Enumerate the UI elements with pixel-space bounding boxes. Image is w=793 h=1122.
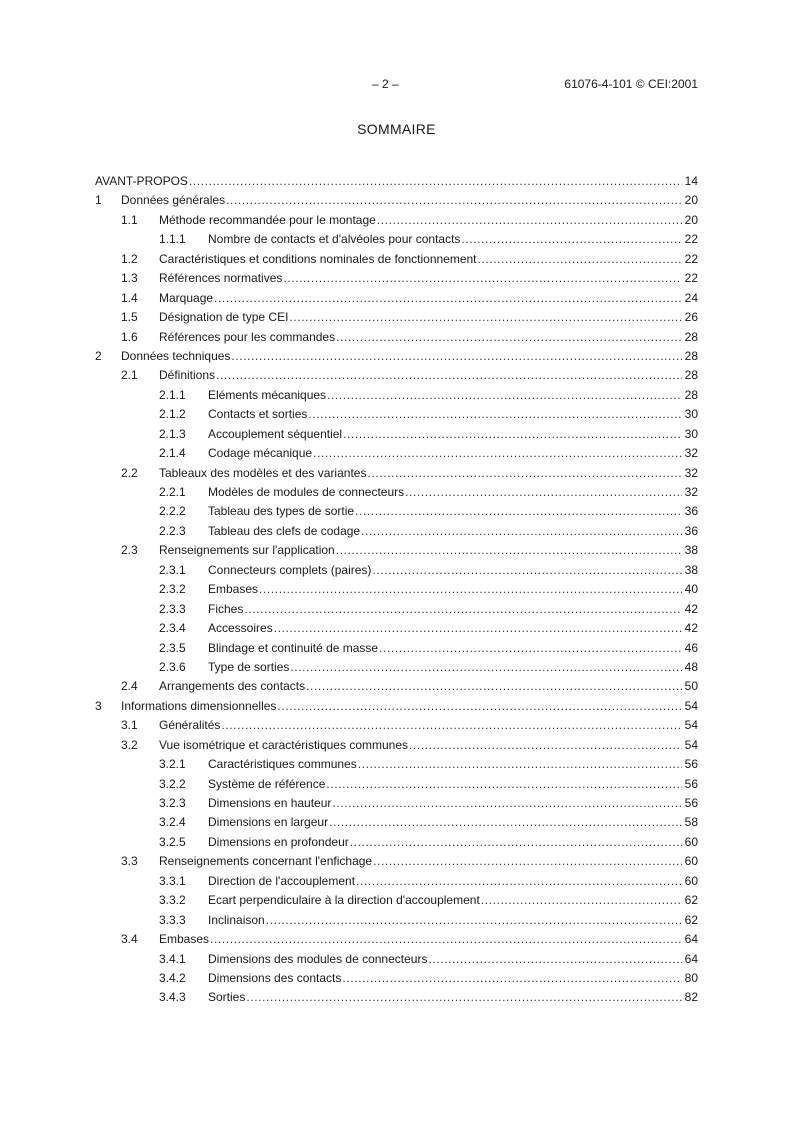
toc-entry-title: Embases <box>159 932 210 947</box>
toc-entry-title: Données techniques <box>121 348 231 363</box>
toc-entry-page: 28 <box>684 348 698 363</box>
toc-entry-page: 28 <box>684 387 698 402</box>
dot-leader <box>377 211 682 230</box>
toc-entry[interactable] <box>95 697 698 716</box>
toc-entry-title: Dimensions en hauteur <box>208 796 332 810</box>
toc-entry[interactable] <box>95 250 698 269</box>
toc-entry-title: Type de sorties <box>208 659 290 674</box>
toc-entry-number: 2.3.6 <box>159 659 186 674</box>
dot-leader <box>221 716 682 735</box>
toc-entry-page: 56 <box>684 796 698 810</box>
dot-leader <box>189 172 682 191</box>
toc-entry[interactable] <box>95 347 698 366</box>
toc-entry-number: 1.4 <box>121 290 138 305</box>
toc-entry-page: 32 <box>684 485 698 499</box>
toc-entry[interactable] <box>95 930 698 949</box>
dot-leader <box>358 755 682 774</box>
dot-leader <box>356 872 682 891</box>
dot-leader <box>336 328 682 347</box>
toc-entry-page: 56 <box>684 776 698 791</box>
toc-entry[interactable] <box>95 988 698 1007</box>
toc-entry-number: 2.2.1 <box>159 485 186 499</box>
dot-leader <box>210 930 682 949</box>
toc-entry[interactable] <box>95 502 698 521</box>
toc-entry-title: AVANT-PROPOS <box>95 174 188 188</box>
toc-entry-title: Dimensions en largeur <box>208 815 329 830</box>
toc-entry-title: Renseignements sur l'application <box>159 543 335 558</box>
toc-entry-number: 2.1.4 <box>159 446 186 461</box>
toc-entry[interactable] <box>95 444 698 463</box>
toc-entry-number: 1.2 <box>121 251 138 266</box>
toc-entry-title: Tableaux des modèles et des variantes <box>159 465 367 480</box>
toc-entry-page: 62 <box>684 912 698 927</box>
dot-leader <box>231 347 682 366</box>
toc-entry-number: 2.2.3 <box>159 523 186 538</box>
toc-entry-number: 1 <box>95 193 102 208</box>
toc-entry[interactable] <box>95 561 698 580</box>
toc-entry-page: 42 <box>684 601 698 616</box>
toc-entry-title: Eléments mécaniques <box>208 387 327 402</box>
toc-entry-page: 36 <box>684 523 698 538</box>
toc-entry-page: 30 <box>684 426 698 441</box>
toc-entry-number: 3 <box>95 698 102 713</box>
toc-entry-page: 22 <box>684 251 698 266</box>
dot-leader <box>343 425 682 444</box>
toc-entry-number: 3.1 <box>121 718 138 733</box>
toc-entry-title: Données générales <box>121 193 226 208</box>
dot-leader <box>246 988 682 1007</box>
dot-leader <box>259 580 682 599</box>
toc-entry[interactable] <box>95 950 698 969</box>
toc-entry-number: 1.3 <box>121 271 138 286</box>
toc-entry-page: 62 <box>684 893 698 908</box>
dot-leader <box>214 289 682 308</box>
toc-entry-page: 80 <box>684 970 698 985</box>
toc-entry-title: Accouplement séquentiel <box>208 426 343 441</box>
toc-entry-number: 2.1 <box>121 368 138 383</box>
toc-entry-title: Connecteurs complets (paires) <box>208 562 372 577</box>
toc-entry-number: 3.3.3 <box>159 912 186 927</box>
toc-entry-number: 3.3.1 <box>159 873 186 888</box>
toc-entry-number: 1.1 <box>121 212 138 227</box>
toc-entry-number: 3.4.1 <box>159 951 186 966</box>
toc-entry-number: 2.3.2 <box>159 582 186 597</box>
toc-entry-title: Blindage et continuité de masse <box>208 640 379 655</box>
toc-entry[interactable] <box>95 658 698 677</box>
toc-entry[interactable] <box>95 522 698 541</box>
toc-entry[interactable] <box>95 813 698 832</box>
toc-entry-page: 30 <box>684 407 698 422</box>
toc-entry-number: 2.3.4 <box>159 621 186 636</box>
toc-entry-title: Arrangements des contacts <box>159 679 306 694</box>
toc-entry[interactable] <box>95 191 698 210</box>
dot-leader <box>372 561 682 580</box>
dot-leader <box>373 852 682 871</box>
toc-entry[interactable] <box>95 211 698 230</box>
toc-entry-page: 38 <box>684 562 698 577</box>
toc-entry[interactable] <box>95 425 698 444</box>
toc-entry-number: 1.5 <box>121 310 138 325</box>
dot-leader <box>326 775 682 794</box>
toc-entry-number: 3.4.2 <box>159 970 186 985</box>
toc-entry-page: 14 <box>684 174 698 188</box>
toc-entry-page: 54 <box>684 737 698 752</box>
toc-entry-title: Nombre de contacts et d'alvéoles pour contacts <box>208 232 461 247</box>
toc-entry-page: 56 <box>684 757 698 772</box>
dot-leader <box>313 444 682 463</box>
toc-entry-title: Informations dimensionnelles <box>121 698 277 713</box>
toc-entry[interactable] <box>95 852 698 871</box>
dot-leader <box>405 483 682 502</box>
dot-leader <box>290 658 682 677</box>
dot-leader <box>478 250 682 269</box>
toc-entry-page: 28 <box>684 368 698 383</box>
toc-entry-page: 40 <box>684 582 698 597</box>
toc-entry[interactable] <box>95 794 698 813</box>
page-number: – 2 – <box>372 77 399 91</box>
toc-entry-number: 3.2 <box>121 737 138 752</box>
toc-entry[interactable] <box>95 464 698 483</box>
toc-entry-title: Contacts et sorties <box>208 407 308 422</box>
toc-entry[interactable] <box>95 716 698 735</box>
toc-entry[interactable] <box>95 172 698 191</box>
toc-entry-title: Modèles de modules de connecteurs <box>208 485 405 499</box>
toc-entry-page: 60 <box>684 854 698 869</box>
toc-entry-number: 3.3 <box>121 854 138 869</box>
toc-entry[interactable] <box>95 833 698 852</box>
toc-entry[interactable] <box>95 639 698 658</box>
toc-entry-number: 1.1.1 <box>159 232 186 247</box>
dot-leader <box>266 911 682 930</box>
toc-entry-number: 2 <box>95 348 102 363</box>
toc-entry-title: Caractéristiques et conditions nominales de fonctionnement <box>159 251 477 266</box>
toc-entry-page: 50 <box>684 679 698 694</box>
toc-entry[interactable] <box>95 289 698 308</box>
toc-entry-number: 2.3.1 <box>159 562 186 577</box>
toc-entry[interactable] <box>95 308 698 327</box>
toc-entry[interactable] <box>95 677 698 696</box>
dot-leader <box>306 677 682 696</box>
dot-leader <box>361 522 682 541</box>
toc-entry[interactable] <box>95 619 698 638</box>
dot-leader <box>342 969 682 988</box>
toc-entry-number: 3.3.2 <box>159 893 186 908</box>
toc-entry-page: 48 <box>684 659 698 674</box>
dot-leader <box>244 600 682 619</box>
toc-entry-page: 58 <box>684 815 698 830</box>
toc-entry-number: 2.1.2 <box>159 407 186 422</box>
toc-entry-title: Généralités <box>159 718 221 733</box>
toc-entry-page: 32 <box>684 465 698 480</box>
toc-entry[interactable] <box>95 755 698 774</box>
dot-leader <box>350 833 682 852</box>
dot-leader <box>327 386 682 405</box>
toc-entry[interactable] <box>95 911 698 930</box>
toc-entry-page: 64 <box>684 951 698 966</box>
toc-entry[interactable] <box>95 600 698 619</box>
toc-entry-title: Direction de l'accouplement <box>208 873 356 888</box>
toc-entry-title: Codage mécanique <box>208 446 313 461</box>
toc-entry-title: Accessoires <box>208 621 273 636</box>
toc-entry-title: Tableau des types de sortie <box>208 504 355 519</box>
toc-entry-number: 2.3.5 <box>159 640 186 655</box>
dot-leader <box>355 502 682 521</box>
toc-entry-page: 60 <box>684 834 698 849</box>
toc-entry-number: 3.2.5 <box>159 834 186 849</box>
toc-entry-number: 2.2 <box>121 465 138 480</box>
dot-leader <box>283 269 682 288</box>
toc-entry-number: 2.4 <box>121 679 138 694</box>
toc-entry-page: 54 <box>684 718 698 733</box>
dot-leader <box>329 813 682 832</box>
toc-entry-title: Renseignements concernant l'enfichage <box>159 854 373 869</box>
toc-entry-number: 3.2.1 <box>159 757 186 772</box>
dot-leader <box>226 191 682 210</box>
toc-entry-page: 82 <box>684 990 698 1005</box>
toc-entry-page: 46 <box>684 640 698 655</box>
toc-entry[interactable] <box>95 328 698 347</box>
dot-leader <box>336 541 682 560</box>
toc-entry-title: Inclinaison <box>208 912 265 927</box>
toc-entry-title: Vue isométrique et caractéristiques communes <box>159 737 408 752</box>
toc-entry-title: Dimensions des contacts <box>208 970 342 985</box>
toc-entry[interactable] <box>95 872 698 891</box>
dot-leader <box>367 464 682 483</box>
toc-entry[interactable] <box>95 775 698 794</box>
toc-entry-page: 24 <box>684 290 698 305</box>
toc-entry-title: Embases <box>208 582 259 597</box>
toc-entry[interactable] <box>95 230 698 249</box>
dot-leader <box>379 639 682 658</box>
toc-entry-number: 2.1.3 <box>159 426 186 441</box>
toc-entry[interactable] <box>95 736 698 755</box>
toc-entry-number: 2.2.2 <box>159 504 186 519</box>
page-title: SOMMAIRE <box>357 121 436 137</box>
toc-entry-title: Caractéristiques communes <box>208 757 357 772</box>
toc-entry-page: 54 <box>684 698 698 713</box>
toc-entry[interactable] <box>95 269 698 288</box>
toc-entry-title: Fiches <box>208 601 244 616</box>
toc-entry-page: 60 <box>684 873 698 888</box>
toc-entry-page: 42 <box>684 621 698 636</box>
toc-entry-title: Méthode recommandée pour le montage <box>159 212 376 227</box>
document-reference: 61076-4-101 © CEI:2001 <box>564 77 698 91</box>
toc-entry-page: 36 <box>684 504 698 519</box>
toc-entry-number: 2.1.1 <box>159 387 186 402</box>
dot-leader <box>308 405 682 424</box>
toc-entry-title: Définitions <box>159 368 216 383</box>
toc-entry-title: Références normatives <box>159 271 283 286</box>
dot-leader <box>409 736 682 755</box>
dot-leader <box>277 697 682 716</box>
toc-entry[interactable] <box>95 891 698 910</box>
toc-entry-page: 22 <box>684 271 698 286</box>
toc-entry-title: Ecart perpendiculaire à la direction d'accouplement <box>208 893 480 908</box>
toc-entry-page: 20 <box>684 193 698 208</box>
toc-entry-page: 64 <box>684 932 698 947</box>
toc-entry-number: 3.4 <box>121 932 138 947</box>
toc-entry-number: 3.2.3 <box>159 796 186 810</box>
toc-entry-title: Dimensions des modules de connecteurs <box>208 951 428 966</box>
toc-entry-number: 1.6 <box>121 329 138 344</box>
toc-entry-number: 2.3.3 <box>159 601 186 616</box>
toc-entry-page: 28 <box>684 329 698 344</box>
toc-entry-number: 3.2.2 <box>159 776 186 791</box>
toc-entry[interactable] <box>95 483 698 502</box>
toc-entry[interactable] <box>95 366 698 385</box>
dot-leader <box>216 366 682 385</box>
toc-entry[interactable] <box>95 541 698 560</box>
toc-entry-page: 38 <box>684 543 698 558</box>
toc-entry-page: 26 <box>684 310 698 325</box>
toc-entry-number: 3.2.4 <box>159 815 186 830</box>
toc-entry[interactable] <box>95 405 698 424</box>
dot-leader <box>289 308 682 327</box>
dot-leader <box>428 950 682 969</box>
toc-entry-title: Marquage <box>159 290 214 305</box>
toc-entry-page: 20 <box>684 212 698 227</box>
toc-entry-title: Tableau des clefs de codage <box>208 523 361 538</box>
toc-entry-title: Système de référence <box>208 776 326 791</box>
toc-entry[interactable] <box>95 580 698 599</box>
toc-entry-page: 22 <box>684 232 698 247</box>
toc-entry[interactable] <box>95 386 698 405</box>
table-of-contents <box>95 172 698 1008</box>
toc-entry-title: Dimensions en profondeur <box>208 834 349 849</box>
toc-entry-title: Sorties <box>208 990 246 1005</box>
toc-entry-number: 2.3 <box>121 543 138 558</box>
toc-entry-title: Désignation de type CEI <box>159 310 289 325</box>
dot-leader <box>481 891 682 910</box>
toc-entry[interactable] <box>95 969 698 988</box>
dot-leader <box>332 794 682 813</box>
toc-entry-title: Références pour les commandes <box>159 329 336 344</box>
toc-entry-page: 32 <box>684 446 698 461</box>
dot-leader <box>274 619 682 638</box>
dot-leader <box>461 230 682 249</box>
toc-entry-number: 3.4.3 <box>159 990 186 1005</box>
